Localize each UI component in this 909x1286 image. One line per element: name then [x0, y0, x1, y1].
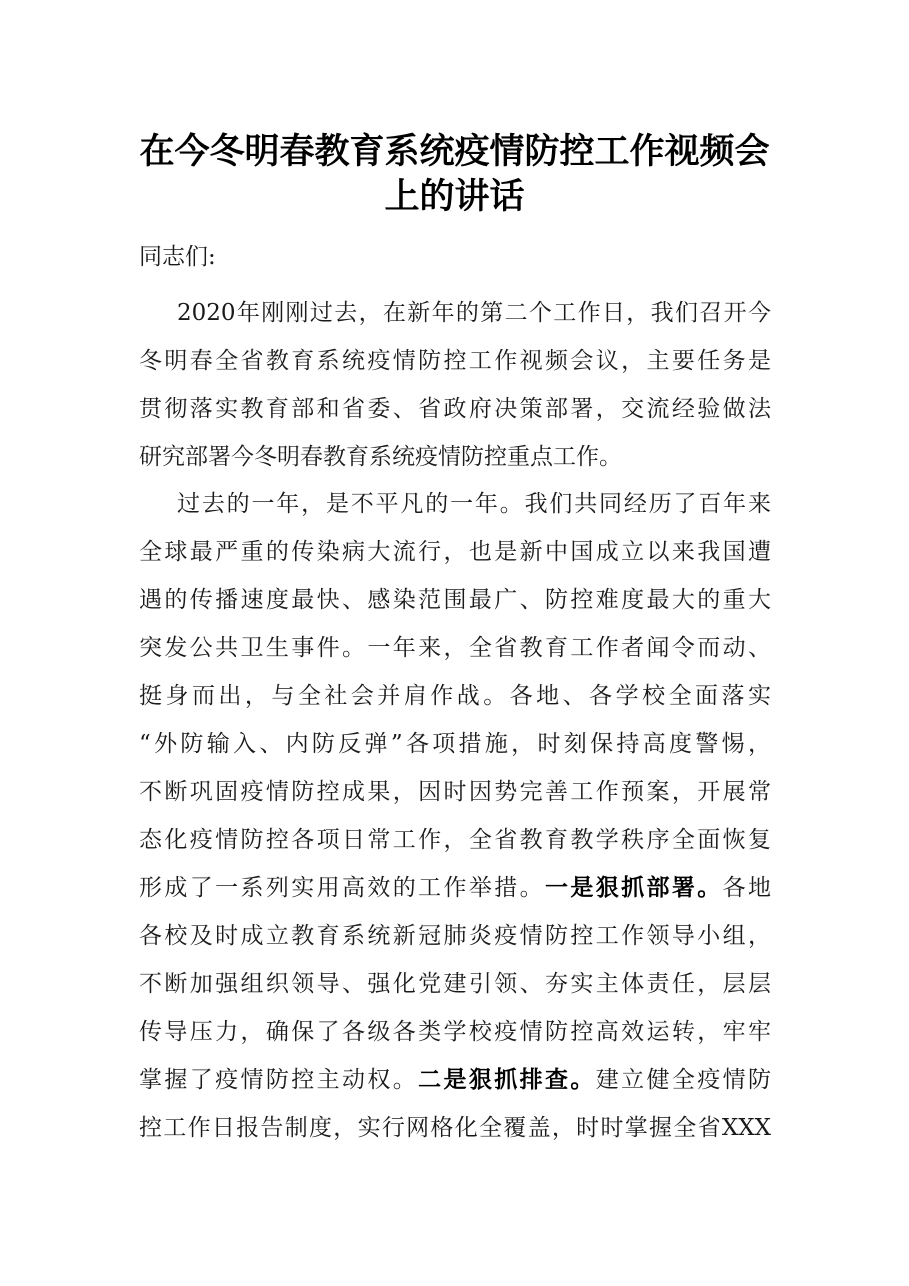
paragraph-2-line-13: [139, 1056, 771, 1104]
paragraph-2-line-9: [139, 864, 771, 912]
line-9-tail: 各地: [722, 875, 771, 901]
paragraph-2-line-12: 传导压力，确保了各级各类学校疫情防控高效运转，牢牢: [139, 1019, 771, 1045]
line-13-tail: 建立健全疫情防: [595, 1067, 771, 1093]
paragraph-2-line-2: 全球最严重的传染病大流行，也是新中国成立以来我国遭: [139, 539, 771, 565]
paragraph-2-line-11: 不断加强组织领导、强化党建引领、夯实主体责任，层层: [139, 971, 771, 997]
paragraph-2-line-10: 各校及时成立教育系统新冠肺炎疫情防控工作领导小组，: [139, 923, 771, 949]
paragraph-2-line-6: “外防输入、内防反弹”各项措施，时刻保持高度警惕，: [139, 731, 771, 757]
paragraph-2-line-14: 控工作日报告制度，实行网格化全覆盖，时时掌握全省XXX: [139, 1115, 771, 1141]
point-two-heading: 二是狠抓排查。: [418, 1066, 596, 1093]
paragraph-2-line-7: 不断巩固疫情防控成果，因时因势完善工作预案，开展常: [139, 779, 771, 805]
line-9-text: 形成了一系列实用高效的工作举措。: [139, 875, 545, 901]
paragraph-2-line-3: 遇的传播速度最快、感染范围最广、防控难度最大的重大: [139, 587, 771, 613]
line-13-text: 掌握了疫情防控主动权。: [139, 1067, 419, 1093]
paragraph-2-line-8: 态化疫情防控各项日常工作，全省教育教学秩序全面恢复: [139, 827, 771, 853]
document-title-line-2: 上的讲话: [384, 176, 525, 217]
paragraph-2-line-1: 过去的一年，是不平凡的一年。我们共同经历了百年来: [177, 491, 771, 517]
point-one-heading: 一是狠抓部署。: [545, 874, 723, 901]
paragraph-2-line-4: 突发公共卫生事件。一年来，全省教育工作者闻令而动、: [139, 635, 771, 661]
paragraph-1-line-3: 贯彻落实教育部和省委、省政府决策部署，交流经验做法: [139, 396, 771, 422]
paragraph-1-line-1: 2020年刚刚过去，在新年的第二个工作日，我们召开今: [177, 300, 771, 326]
paragraph-1-line-2: 冬明春全省教育系统疫情防控工作视频会议，主要任务是: [139, 348, 771, 374]
document-title-line-1: 在今冬明春教育系统疫情防控工作视频会: [139, 131, 770, 172]
salutation: 同志们:: [139, 244, 216, 270]
paragraph-2-line-5: 挺身而出，与全社会并肩作战。各地、各学校全面落实: [139, 683, 771, 709]
paragraph-1-line-4: 研究部署今冬明春教育系统疫情防控重点工作。: [139, 444, 622, 470]
